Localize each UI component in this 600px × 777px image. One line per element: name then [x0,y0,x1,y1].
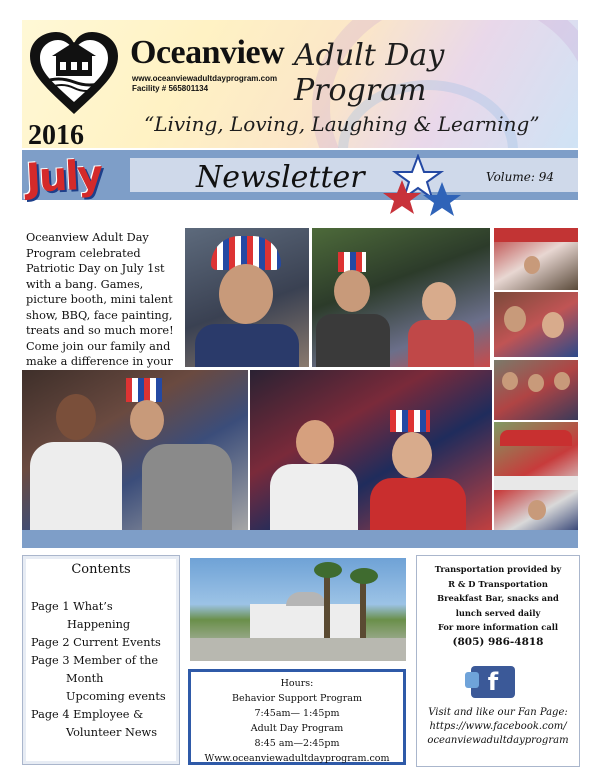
transport-line: R & D Transportation [448,578,548,589]
photo-crowd-celebrating [250,370,492,530]
transport-line: For more information call [437,622,559,632]
toc-item: Page 4 Employee & [31,708,144,721]
facebook-text [417,706,579,748]
brand-subtitle: Adult Day Program [294,38,445,108]
photo-members-group [494,360,578,420]
contents-title: Contents [71,562,131,577]
month-title: July [24,152,103,202]
program-time: 7:45am— 1:45pm [254,708,340,719]
toc-item: Upcoming events [66,690,166,703]
transport-line: Breakfast Bar, snacks and [437,593,559,603]
toc-item: Month [66,672,104,685]
facebook-invite: Visit and like our Fan Page: [428,707,568,718]
hours-website: Www.oceanviewadultdayprogram.com [204,753,390,764]
photo-man-with-hat [312,228,490,367]
brand-name: Oceanview [130,34,285,71]
toc-item: Page 3 Member of the [31,654,159,667]
facebook-like-icon[interactable] [471,666,515,698]
hours-box [188,669,406,765]
newsletter-year: 2016 [28,120,84,148]
facebook-url-line1[interactable]: https://www.facebook.com/ [429,721,567,732]
patriotic-stars-icon [380,154,480,224]
section-divider-band [22,530,578,548]
photo-woman-patriotic-hat [185,228,309,367]
transport-line: lunch served daily [455,607,541,618]
header-website-url: www.oceanviewadultdayprogram.com [132,74,278,83]
intro-paragraph: Oceanview Adult Day Program celebrated Patriotic Day on July 1st with a bang. Games, picture booth, mini talent show, BBQ, face painting, treats and so much more! Come join our family and make a difference in your [26,231,174,368]
tagline: “Living, Loving, Laughing & Learning” [144,112,540,136]
toc-item: Page 1 What’s [31,600,113,613]
thumbs-up-icon [465,672,479,688]
photo-bbq-tent [494,422,578,530]
facility-number: Facility # 565801134 [132,84,209,93]
transport-line: Transportation provided by [434,564,562,574]
toc-item: Volunteer News [66,726,158,739]
photo-members-smiling [494,292,578,357]
hours-title: Hours: [280,678,314,689]
photo-women-dancing [22,370,248,530]
toc-item: Page 2 Current Events [31,636,161,649]
toc-item: Happening [67,618,131,631]
facebook-url-line2[interactable]: oceanviewadultdayprogram [427,735,569,746]
building-photo [190,558,406,661]
volume-number: Volume: 94 [486,170,554,184]
oceanview-logo-icon [26,28,122,116]
facebook-icon-label: f [487,668,499,696]
program-name: Adult Day Program [250,723,344,734]
photo-group-tent [494,228,578,290]
newsletter-header [22,20,578,148]
program-time: 8:45 am—2:45pm [254,738,340,749]
phone-number: (805) 986-4818 [452,635,544,648]
contents-box [22,555,180,765]
transportation-box [416,555,580,767]
program-name: Behavior Support Program [232,693,362,704]
newsletter-title: Newsletter [196,160,365,195]
